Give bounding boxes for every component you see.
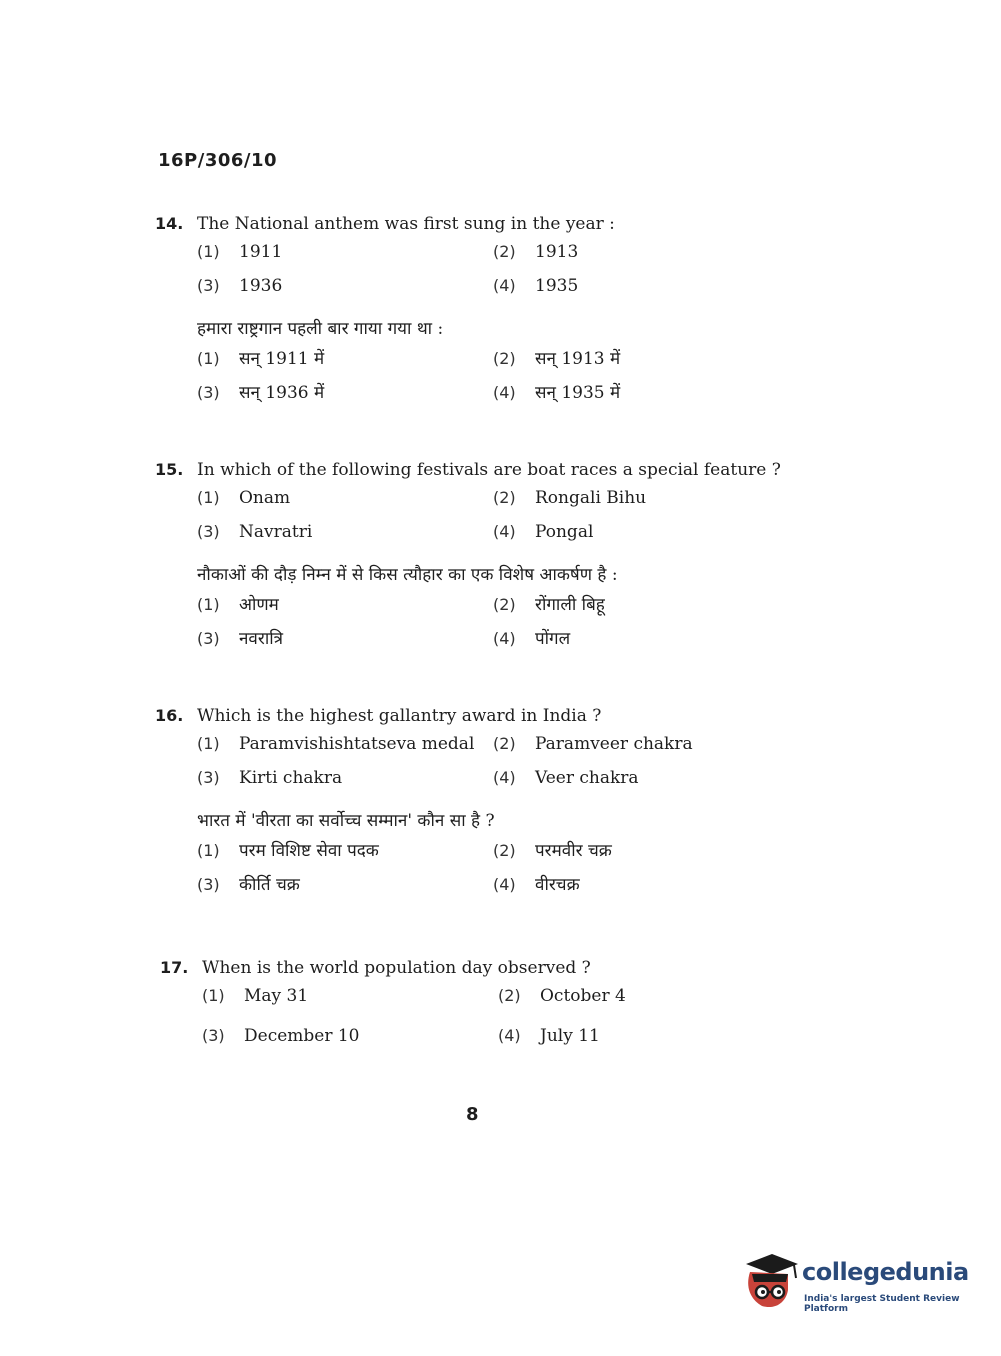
- option: [498, 986, 798, 1014]
- option-text: 1913: [535, 242, 579, 262]
- option-number: (1): [197, 242, 220, 261]
- option-number: (2): [498, 986, 521, 1005]
- option-text: सन् 1911 में: [239, 349, 325, 369]
- option: [493, 488, 793, 516]
- option-text: 1911: [239, 242, 283, 262]
- option-text: May 31: [244, 986, 309, 1006]
- option-text: परम विशिष्ट सेवा पदक: [239, 841, 379, 861]
- option: [197, 488, 493, 516]
- question-text-en: The National anthem was first sung in the year :: [197, 214, 615, 234]
- option-text: October 4: [540, 986, 626, 1006]
- options-hi: [155, 346, 795, 408]
- option-text: December 10: [244, 1026, 360, 1046]
- option-number: (2): [493, 595, 516, 614]
- logo-name: collegedunia: [802, 1258, 969, 1286]
- option-text: सन् 1936 में: [239, 383, 325, 403]
- question-text-en: In which of the following festivals are boat races a special feature ?: [197, 460, 781, 480]
- option: [197, 522, 493, 550]
- option-number: (1): [202, 986, 225, 1005]
- collegedunia-mascot-icon: [742, 1250, 800, 1310]
- paper-code: 16P/306/10: [158, 150, 278, 171]
- option: [493, 734, 793, 762]
- option-number: (3): [202, 1026, 225, 1045]
- option-number: (1): [197, 349, 220, 368]
- options-hi: [155, 838, 795, 900]
- option-number: (4): [498, 1026, 521, 1045]
- option: [197, 276, 493, 304]
- option: [493, 872, 793, 900]
- option-number: (1): [197, 488, 220, 507]
- option: [493, 838, 793, 866]
- option: [493, 346, 793, 374]
- option-number: (4): [493, 276, 516, 295]
- option-text: 1936: [239, 276, 283, 296]
- option: [197, 592, 493, 620]
- option: [197, 838, 493, 866]
- question-text-en: When is the world population day observed ?: [202, 958, 591, 978]
- option-number: (3): [197, 383, 220, 402]
- option-text: सन् 1913 में: [535, 349, 621, 369]
- option-text: ओणम: [239, 595, 279, 615]
- options-en: [160, 986, 800, 1054]
- option: [493, 592, 793, 620]
- option: [493, 380, 793, 408]
- option-number: (2): [493, 488, 516, 507]
- option-number: (3): [197, 522, 220, 541]
- option-number: (4): [493, 522, 516, 541]
- option: [197, 346, 493, 374]
- option: [197, 380, 493, 408]
- collegedunia-logo[interactable]: [742, 1250, 972, 1312]
- option-number: (2): [493, 242, 516, 261]
- option-text: Paramveer chakra: [535, 734, 693, 754]
- option-text: Kirti chakra: [239, 768, 343, 788]
- option-number: (2): [493, 349, 516, 368]
- question-text-hi: हमारा राष्ट्रगान पहली बार गाया गया था :: [197, 319, 444, 339]
- option: [197, 768, 493, 796]
- question-number: 16.: [155, 706, 184, 725]
- option-number: (1): [197, 595, 220, 614]
- option-number: (2): [493, 734, 516, 753]
- option-number: (3): [197, 768, 220, 787]
- option-text: Paramvishishtatseva medal: [239, 734, 475, 754]
- option-text: कीर्ति चक्र: [239, 875, 300, 895]
- question-number: 15.: [155, 460, 184, 479]
- options-hi: [155, 592, 795, 654]
- option-text: नवरात्रि: [239, 629, 284, 649]
- option: [493, 276, 793, 304]
- options-en: [155, 242, 795, 304]
- option: [493, 242, 793, 270]
- option-text: 1935: [535, 276, 579, 296]
- option-number: (2): [493, 841, 516, 860]
- option: [197, 626, 493, 654]
- option: [202, 1026, 498, 1054]
- option-number: (4): [493, 768, 516, 787]
- option-text: पोंगल: [535, 629, 571, 649]
- question-text-hi: भारत में 'वीरता का सर्वोच्च सम्मान' कौन सा है ?: [197, 811, 495, 831]
- option: [197, 872, 493, 900]
- option-text: Pongal: [535, 522, 594, 542]
- question-number: 17.: [160, 958, 189, 977]
- option-text: परमवीर चक्र: [535, 841, 612, 861]
- page-number: 8: [466, 1104, 479, 1125]
- option-text: वीरचक्र: [535, 875, 580, 895]
- question-16: [155, 706, 795, 900]
- logo-tagline: India's largest Student Review Platform: [804, 1294, 960, 1314]
- option-text: रोंगाली बिहू: [535, 595, 605, 615]
- option: [202, 986, 498, 1014]
- option-number: (3): [197, 875, 220, 894]
- option: [197, 242, 493, 270]
- question-14: [155, 214, 795, 408]
- option-text: July 11: [540, 1026, 600, 1046]
- options-en: [155, 488, 795, 550]
- option-number: (3): [197, 276, 220, 295]
- option-number: (1): [197, 734, 220, 753]
- question-text-hi: नौकाओं की दौड़ निम्न में से किस त्यौहार का एक विशेष आकर्षण है :: [197, 565, 618, 585]
- option: [493, 522, 793, 550]
- option-text: सन् 1935 में: [535, 383, 621, 403]
- option-number: (3): [197, 629, 220, 648]
- option-text: Navratri: [239, 522, 313, 542]
- option-number: (4): [493, 629, 516, 648]
- option: [498, 1026, 798, 1054]
- option-number: (4): [493, 875, 516, 894]
- option-text: Veer chakra: [535, 768, 639, 788]
- question-17: [160, 958, 800, 1054]
- option-text: Onam: [239, 488, 291, 508]
- question-text-en: Which is the highest gallantry award in India ?: [197, 706, 602, 726]
- option-number: (1): [197, 841, 220, 860]
- option-text: Rongali Bihu: [535, 488, 647, 508]
- question-number: 14.: [155, 214, 184, 233]
- option-number: (4): [493, 383, 516, 402]
- option: [493, 768, 793, 796]
- option: [197, 734, 493, 762]
- option: [493, 626, 793, 654]
- options-en: [155, 734, 795, 796]
- question-15: [155, 460, 795, 654]
